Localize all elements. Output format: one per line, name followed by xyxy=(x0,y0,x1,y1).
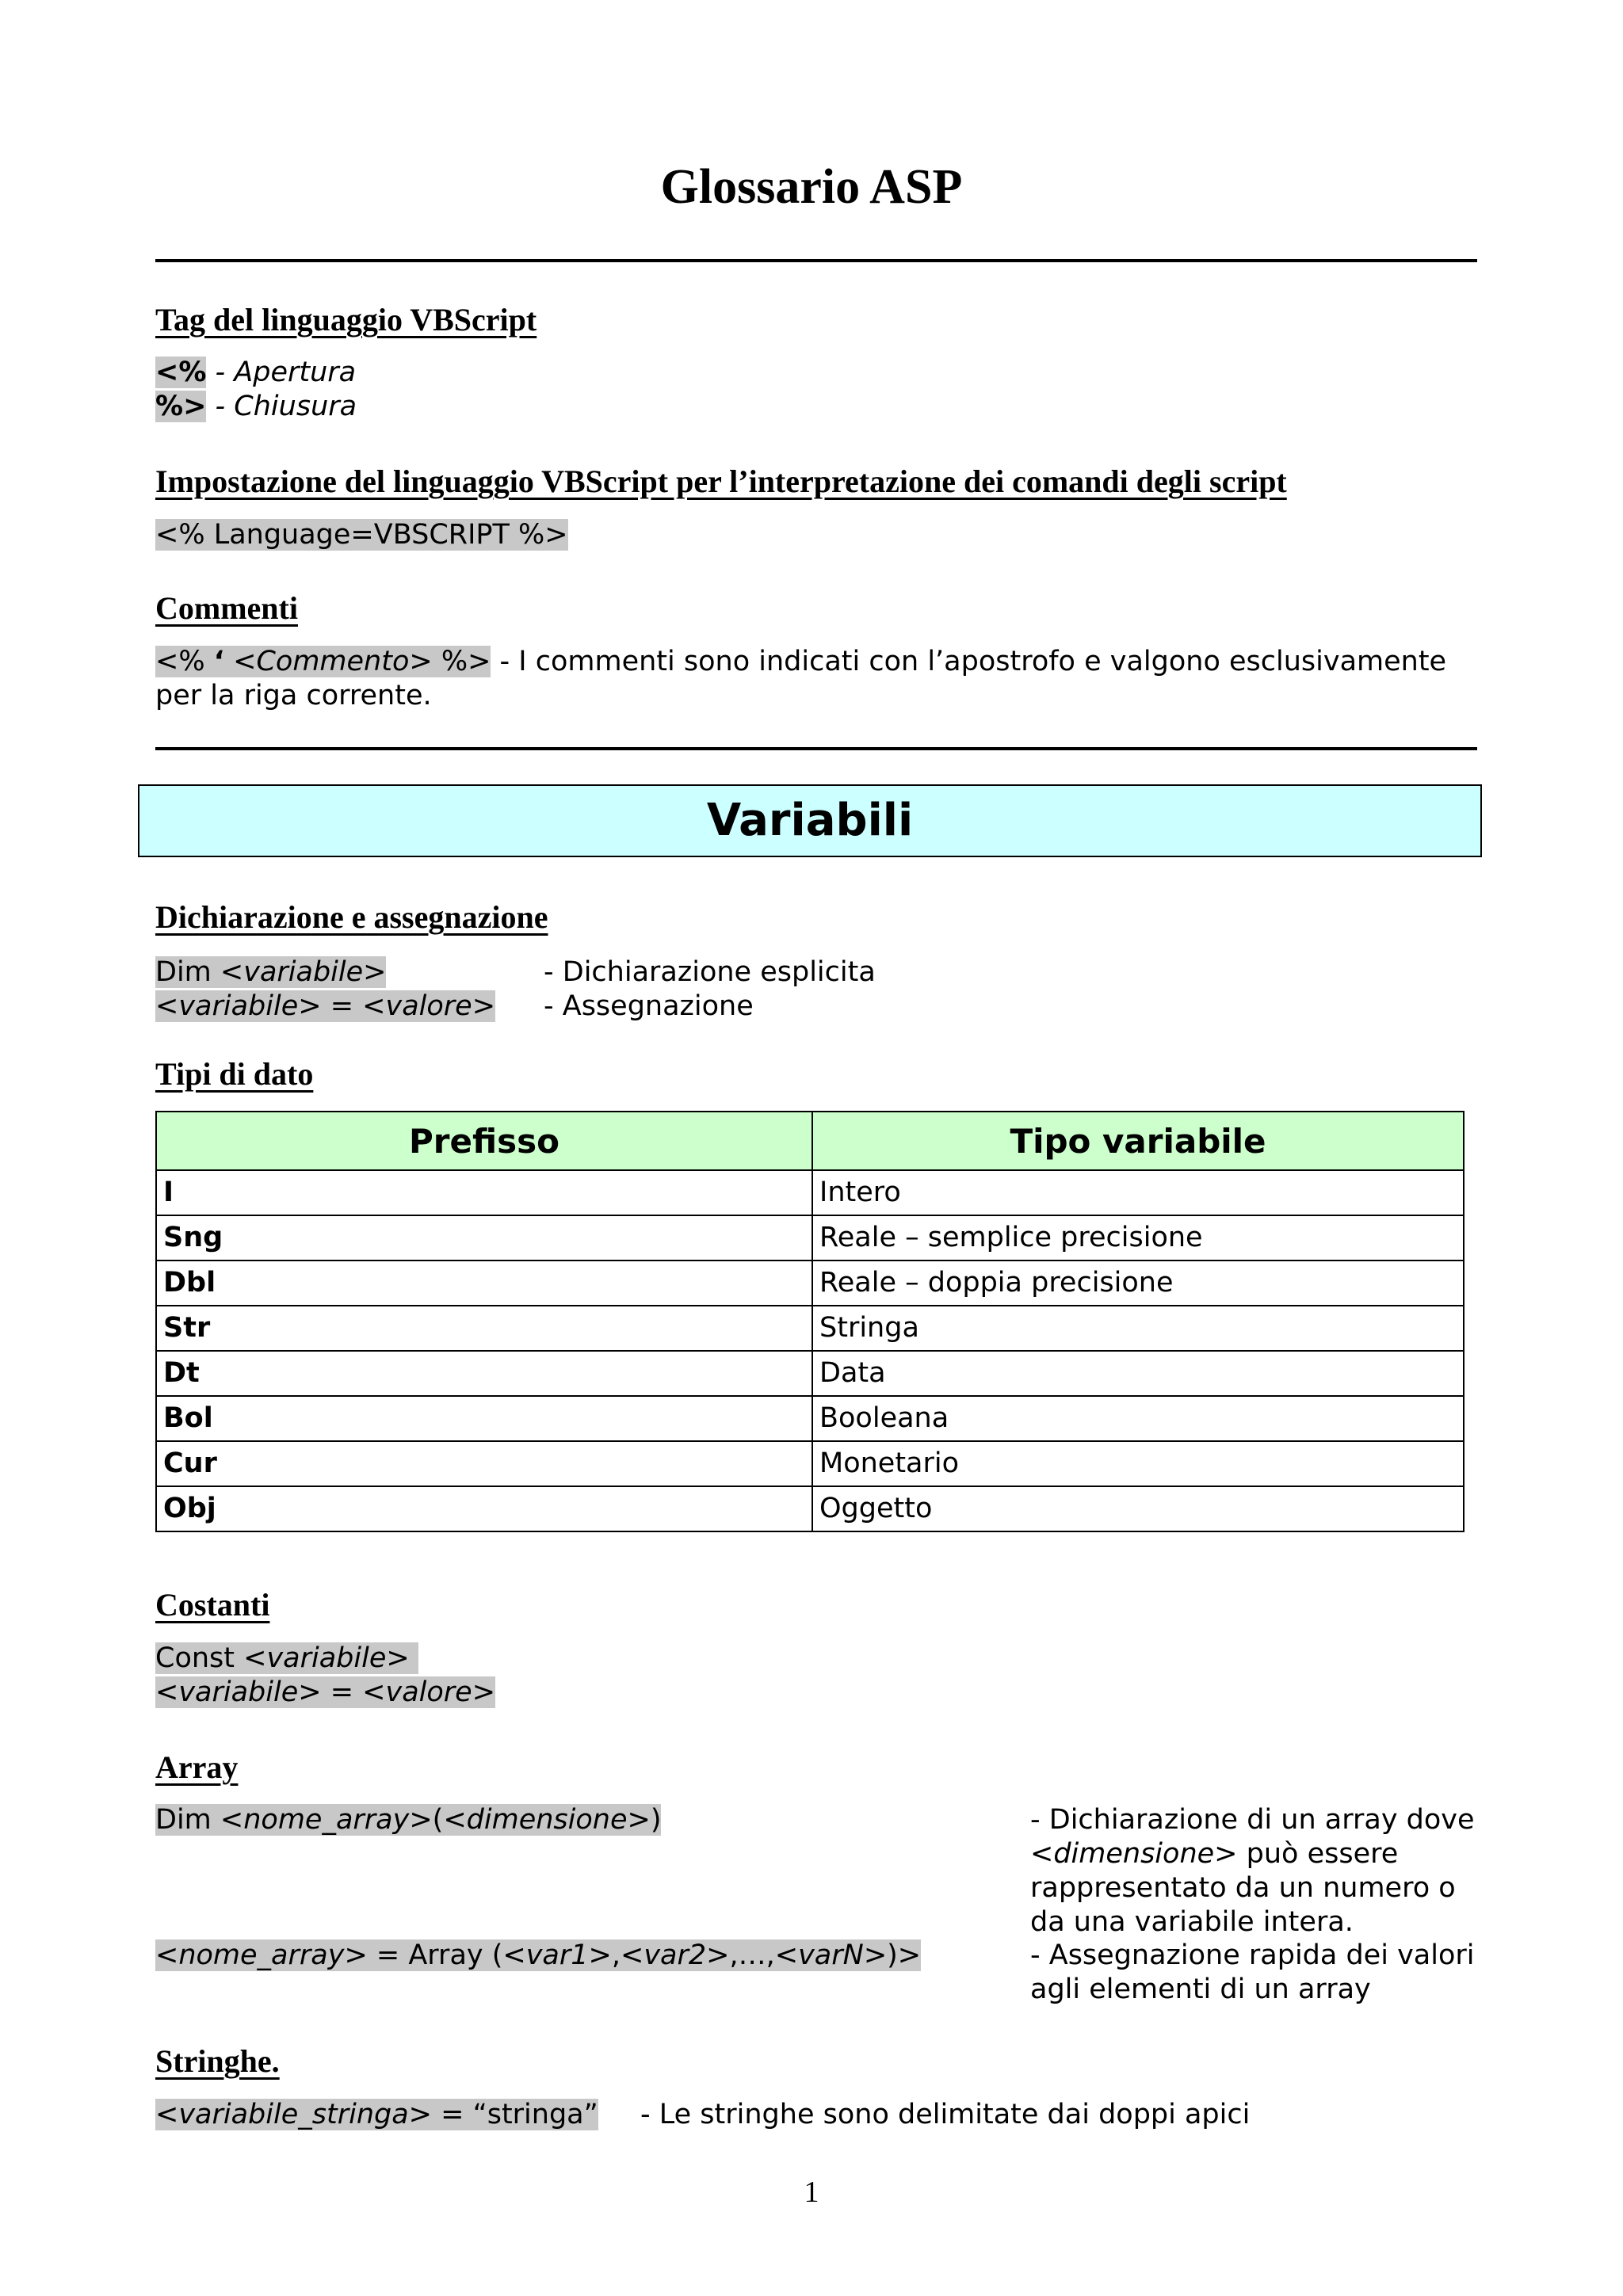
column-header-type: Tipo variabile xyxy=(812,1112,1464,1170)
constant-assign-variable: <variabile> xyxy=(155,1676,322,1708)
prefix-cell: Obj xyxy=(156,1486,812,1531)
close-tag-code: %> xyxy=(155,391,207,422)
prefix-cell: Dbl xyxy=(156,1261,812,1306)
array-comma-1: , xyxy=(611,1939,621,1971)
document-title: Glossario ASP xyxy=(660,160,963,214)
array-code-1 xyxy=(155,1803,661,1837)
comment-placeholder: <Commento> xyxy=(224,646,441,677)
language-code: <% Language=VBSCRIPT %> xyxy=(155,519,568,551)
prefix-cell: I xyxy=(156,1170,812,1215)
prefix-cell: Cur xyxy=(156,1441,812,1486)
dim-keyword: Dim xyxy=(155,956,220,988)
declaration-variable: <variabile> xyxy=(220,956,387,988)
strings-description: - Le stringhe sono delimitate dai doppi apici xyxy=(640,2099,1251,2130)
type-cell: Data xyxy=(812,1351,1464,1396)
array-code-2 xyxy=(155,1939,921,1973)
array-var2: <var2> xyxy=(621,1939,730,1971)
comment-code-end: %> xyxy=(441,646,491,677)
close-tag-description: - Chiusura xyxy=(215,391,357,422)
type-cell: Reale – semplice precisione xyxy=(812,1215,1464,1261)
comments-section-heading: Commenti xyxy=(155,590,298,626)
type-cell: Intero xyxy=(812,1170,1464,1215)
column-header-prefix: Prefisso xyxy=(156,1112,812,1170)
type-cell: Booleana xyxy=(812,1396,1464,1441)
top-divider xyxy=(155,259,1477,262)
open-tag-description: - Apertura xyxy=(215,357,357,388)
array-description-2-line-2: agli elementi di un array xyxy=(1030,1974,1371,2005)
type-cell: Monetario xyxy=(812,1441,1464,1486)
array-description-1-line-2 xyxy=(1030,1837,1398,1871)
table-row xyxy=(156,1486,1464,1531)
constants-code-2 xyxy=(155,1676,495,1710)
type-cell: Oggetto xyxy=(812,1486,1464,1531)
string-variable: <variabile_stringa> xyxy=(155,2099,432,2130)
comments-description-2: per la riga corrente. xyxy=(155,680,432,711)
comment-code xyxy=(155,646,491,677)
array-var1: <var1> xyxy=(502,1939,612,1971)
array-description-dimension: <dimensione> xyxy=(1030,1838,1238,1870)
array-description-rest: può essere xyxy=(1237,1838,1399,1870)
array-dimension: <dimensione> xyxy=(443,1804,651,1836)
array-description-1-line-4: da una variabile intera. xyxy=(1030,1906,1354,1938)
tag-section-heading: Tag del linguaggio VBScript xyxy=(155,302,537,338)
constant-variable: <variabile> xyxy=(243,1642,410,1674)
table-row xyxy=(156,1396,1464,1441)
variables-band: Variabili xyxy=(138,784,1482,857)
declaration-description-1: - Dichiarazione esplicita xyxy=(544,956,876,988)
prefix-cell: Dt xyxy=(156,1351,812,1396)
array-paren-open: ( xyxy=(432,1804,444,1836)
table-row xyxy=(156,1170,1464,1215)
table-row xyxy=(156,1215,1464,1261)
open-tag-code: <% xyxy=(155,357,207,388)
page-number: 1 xyxy=(804,2176,819,2209)
prefix-cell: Sng xyxy=(156,1215,812,1261)
table-row xyxy=(156,1306,1464,1351)
array-description-1-line-1: - Dichiarazione di un array dove xyxy=(1030,1804,1475,1836)
language-section-heading: Impostazione del linguaggio VBScript per l’interpretazione dei comandi degli script xyxy=(155,463,1287,499)
constant-value: <valore> xyxy=(362,1676,496,1708)
assignment-value: <valore> xyxy=(362,990,496,1022)
array-paren-close: ) xyxy=(650,1804,662,1836)
strings-code xyxy=(155,2098,598,2132)
language-code-line xyxy=(155,518,568,552)
assignment-variable: <variabile> xyxy=(155,990,322,1022)
constants-section-heading: Costanti xyxy=(155,1587,270,1623)
declaration-code-2 xyxy=(155,990,495,1024)
array-name: <nome_array> xyxy=(220,1804,433,1836)
prefix-cell: Bol xyxy=(156,1396,812,1441)
constants-code-1 xyxy=(155,1642,418,1676)
array-function: = Array ( xyxy=(367,1939,503,1971)
array-assign-name: <nome_array> xyxy=(155,1939,368,1971)
table-header-row xyxy=(156,1112,1464,1170)
assignment-equals: = xyxy=(321,990,363,1022)
strings-section-heading: Stringhe. xyxy=(155,2043,280,2079)
array-dim-keyword: Dim xyxy=(155,1804,220,1836)
array-end: )> xyxy=(887,1939,922,1971)
data-types-table xyxy=(155,1111,1465,1532)
comments-description-1: - I commenti sono indicati con l’apostrofo e valgono esclusivamente xyxy=(491,646,1447,677)
array-varn: <varN> xyxy=(774,1939,888,1971)
const-keyword: Const xyxy=(155,1642,244,1674)
prefix-cell: Str xyxy=(156,1306,812,1351)
array-description-1-line-3: rappresentato da un numero o xyxy=(1030,1872,1456,1904)
type-cell: Stringa xyxy=(812,1306,1464,1351)
comment-apostrophe: ‘ xyxy=(213,646,225,677)
table-row xyxy=(156,1441,1464,1486)
declaration-section-heading: Dichiarazione e assegnazione xyxy=(155,899,548,935)
comments-line-1 xyxy=(155,645,1446,679)
array-section-heading: Array xyxy=(155,1749,239,1785)
open-tag-line xyxy=(155,356,356,390)
middle-divider xyxy=(155,747,1477,750)
comment-code-start: <% xyxy=(155,646,214,677)
array-description-2-line-1: - Assegnazione rapida dei valori xyxy=(1030,1939,1475,1971)
constant-equals: = xyxy=(321,1676,363,1708)
type-cell: Reale – doppia precisione xyxy=(812,1261,1464,1306)
types-section-heading: Tipi di dato xyxy=(155,1056,314,1092)
declaration-code-1 xyxy=(155,955,386,990)
array-ellipsis: ,…, xyxy=(729,1939,775,1971)
declaration-description-2: - Assegnazione xyxy=(544,990,754,1022)
close-tag-line xyxy=(155,390,357,424)
table-row xyxy=(156,1351,1464,1396)
string-assignment: = “stringa” xyxy=(432,2099,598,2130)
table-row xyxy=(156,1261,1464,1306)
